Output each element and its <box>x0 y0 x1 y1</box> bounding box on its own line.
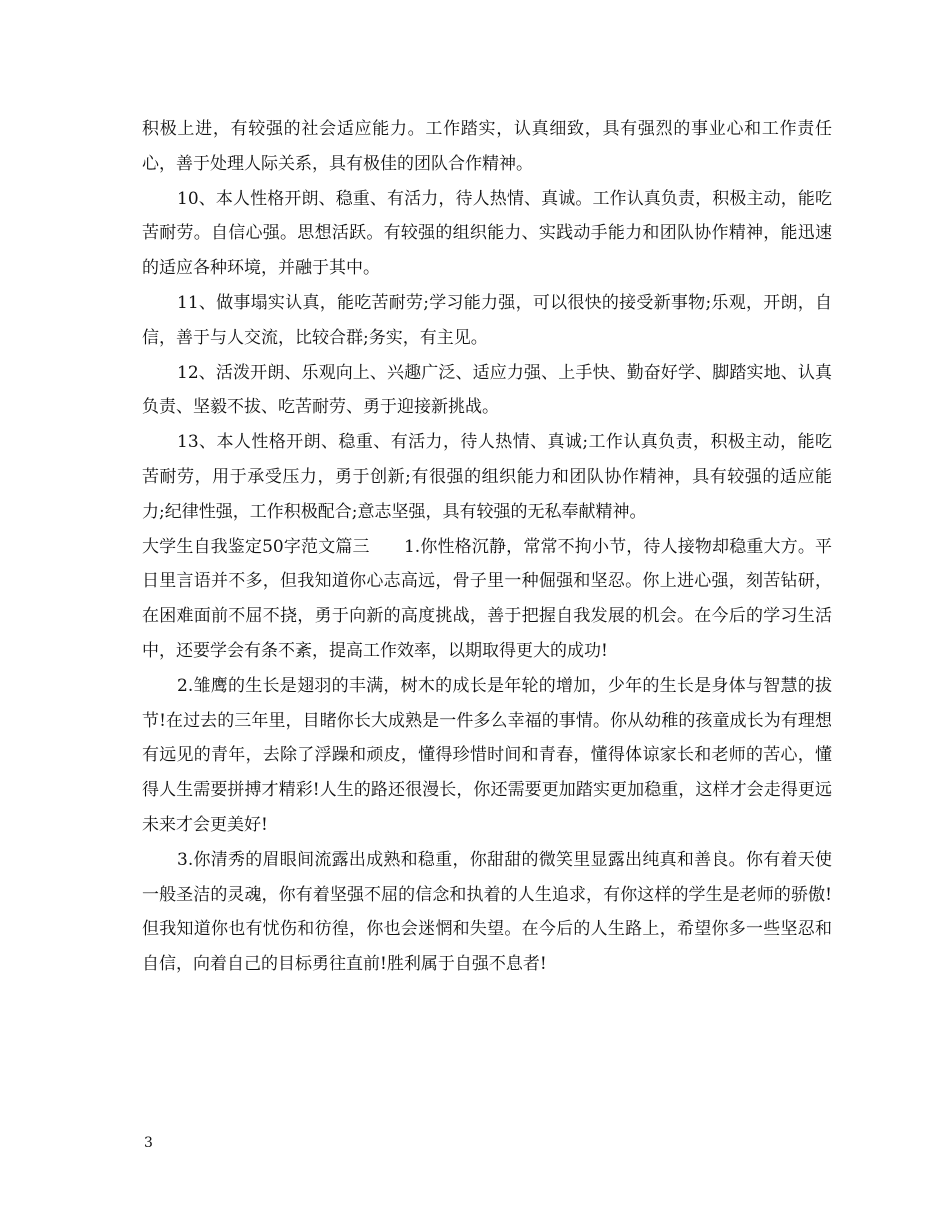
paragraph-item-13: 13、本人性格开朗、稳重、有活力，待人热情、真诚;工作认真负责，积极主动，能吃苦耐劳，用于承受压力，勇于创新;有很强的组织能力和团队协作精神，具有较强的适应能力;纪律性强，工作积极配合;意志坚强，具有较强的无私奉献精神。 <box>142 432 832 522</box>
document-body <box>142 112 832 982</box>
paragraph-item-12: 12、活泼开朗、乐观向上、兴趣广泛、适应力强、上手快、勤奋好学、脚踏实地、认真负责、坚毅不拔、吃苦耐劳、勇于迎接新挑战。 <box>142 362 832 418</box>
section-three-paragraph: 大学生自我鉴定50字范文篇三 1.你性格沉静，常常不拘小节，待人接物却稳重大方。平日里言语并不多，但我知道你心志高远，骨子里一种倔强和坚忍。你上进心强，刻苦钻研，在困难面前不屈不挠，勇于向新的高度挑战，善于把握自我发展的机会。在今后的学习生活中，还要学会有条不紊，提高工作效率，以期取得更大的成功! <box>142 536 832 661</box>
paragraph-continuation: 积极上进，有较强的社会适应能力。工作踏实，认真细致，具有强烈的事业心和工作责任心，善于处理人际关系，具有极佳的团队合作精神。 <box>142 119 832 174</box>
paragraph-item-11: 11、做事塌实认真，能吃苦耐劳;学习能力强，可以很快的接受新事物;乐观，开朗，自信，善于与人交流，比较合群;务实，有主见。 <box>142 292 832 348</box>
paragraph-comment-2: 2.雏鹰的生长是翅羽的丰满，树木的成长是年轮的增加，少年的生长是身体与智慧的拔节!在过去的三年里，目睹你长大成熟是一件多么幸福的事情。你从幼稚的孩童成长为有理想有远见的青年，去除了浮躁和顽皮，懂得珍惜时间和青春，懂得体谅家长和老师的苦心，懂得人生需要拼搏才精彩!人生的路还很漫长，你还需要更加踏实更加稳重，这样才会走得更远未来才会更美好! <box>142 675 832 835</box>
page-number: 3 <box>144 1135 153 1151</box>
paragraph-item-10: 10、本人性格开朗、稳重、有活力，待人热情、真诚。工作认真负责，积极主动，能吃苦耐劳。自信心强。思想活跃。有较强的组织能力、实践动手能力和团队协作精神，能迅速的适应各种环境，并融于其中。 <box>142 188 832 279</box>
paragraph-comment-3: 3.你清秀的眉眼间流露出成熟和稳重，你甜甜的微笑里显露出纯真和善良。你有着天使一般圣洁的灵魂，你有着坚强不屈的信念和执着的人生追求，有你这样的学生是老师的骄傲!但我知道你也有忧伤和彷徨，你也会迷惘和失望。在今后的人生路上，希望你多一些坚忍和自信，向着自己的目标勇往直前!胜利属于自强不息者! <box>142 849 832 975</box>
